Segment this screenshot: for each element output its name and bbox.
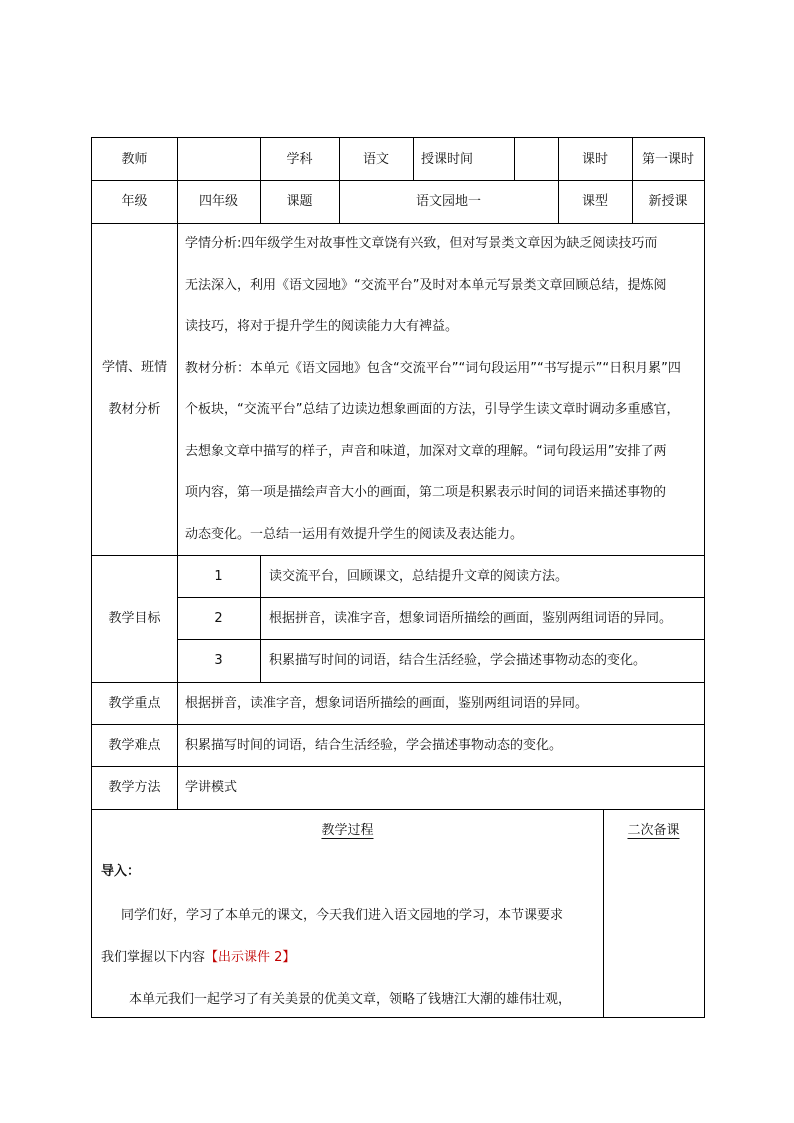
subject-label: 学科 [286,151,313,167]
objective-text: 读交流平台，回顾课文，总结提升文章的阅读方法。 [269,568,569,584]
intro-paragraph-line [101,937,295,979]
period-label: 课时 [581,151,608,167]
topic-label: 课题 [286,194,313,209]
material-analysis-line: 项内容，第一项是描绘声音大小的画面，第二项是积累表示时间的词语来描述事物的 [185,485,667,500]
analysis-label-line1: 学情、班情 [101,360,167,375]
class-time-value [514,138,558,180]
method-label: 教学方法 [108,780,161,795]
period-value: 第一课时 [641,151,694,167]
material-analysis-line: 个板块，“交流平台”总结了边读边想象画面的方法，引导学生读文章时调动多重感官， [185,402,680,417]
lesson-type-label: 课型 [581,194,608,209]
intro-paragraph-line: 本单元我们一起学习了有关美景的优美文章，领略了钱塘江大潮的雄伟壮观， [129,992,572,1007]
material-analysis-line: 去想象文章中描写的样子，声音和味道，加深对文章的理解。“词句段运用”安排了两 [185,443,667,459]
objective-text: 根据拼音，读准字音，想象词语所描绘的画面，鉴别两组词语的异同。 [269,610,673,626]
objective-number: 2 [214,610,223,626]
method-text: 学讲模式 [185,780,238,795]
difficulty-text: 积累描写时间的词语，结合生活经验，学会描述事物动态的变化。 [185,737,563,753]
topic-value: 语文园地一 [415,194,481,209]
objectives-label: 教学目标 [108,611,161,626]
lesson-plan-table [91,137,705,1018]
courseware-marker: 【出示课件 2】 [205,950,296,965]
subject-value: 语文 [362,151,389,167]
lesson-type-value: 新授课 [648,194,688,209]
student-analysis-line: 无法深入，利用《语文园地》“交流平台”及时对本单元写景类文章回顾总结，提炼阅 [185,277,667,293]
analysis-label [92,223,177,555]
student-analysis-line: 学情分析:四年级学生对故事性文章饶有兴致，但对写景类文章因为缺乏阅读技巧而 [185,236,658,251]
intro-heading: 导入： [101,864,141,879]
grade-value: 四年级 [198,194,238,209]
intro-paragraph-line: 同学们好，学习了本单元的课文，今天我们进入语文园地的学习，本节课要求 [121,908,564,923]
key-point-label: 教学重点 [108,695,161,711]
objective-number: 1 [214,568,223,584]
process-title: 教学过程 [321,822,374,838]
analysis-text [185,223,681,555]
key-point-text: 根据拼音，读准字音，想象词语所描绘的画面，鉴别两组词语的异同。 [185,695,589,711]
material-analysis-line: 教材分析：本单元《语文园地》包含“交流平台”“词句段运用”“书写提示”“日积月累”四 [185,360,681,376]
intro-paragraph-text: 我们掌握以下内容 [101,950,206,965]
teacher-label: 教师 [121,151,148,167]
objective-text: 积累描写时间的词语，结合生活经验，学会描述事物动态的变化。 [269,653,647,668]
grade-label: 年级 [121,194,148,209]
teacher-value [177,138,260,180]
objective-number: 3 [214,653,223,668]
student-analysis-line: 读技巧，将对于提升学生的阅读能力大有裨益。 [185,319,459,334]
class-time-label: 授课时间 [421,151,474,167]
material-analysis-line: 动态变化。一总结一运用有效提升学生的阅读及表达能力。 [185,526,524,542]
difficulty-label: 教学难点 [108,737,161,753]
second-prep-title: 二次备课 [627,822,680,838]
analysis-label-line2: 教材分析 [108,402,161,417]
